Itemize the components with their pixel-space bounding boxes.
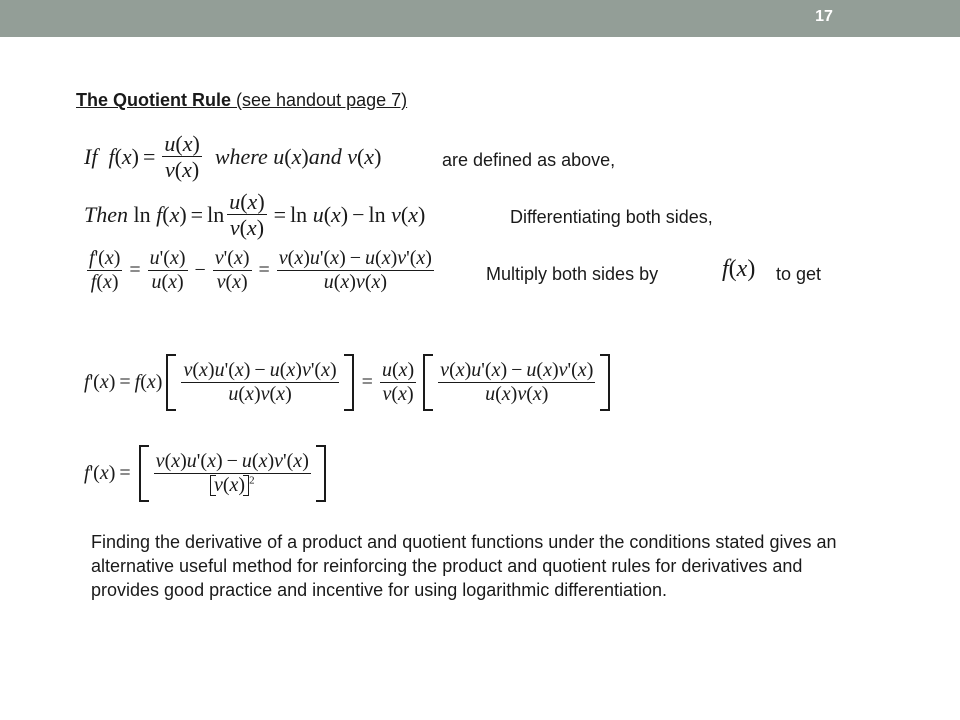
equation-derivative-log: $\frac{f'(x)}{f(x)}$ = $\frac{u'(x)}{u(x)}$ − $\frac{v'(x)}{v(x)}$ = $\frac{v(x)u'(x) - u(x)v'(x)}{u(x)v(x)}$	[89, 247, 432, 293]
fx-inline: f ( x )	[722, 256, 756, 282]
equation-log: Then ln f ( x ) = ln $\frac{u(x)}{v(x)}$ = ln u ( x ) − ln v ( x )	[84, 189, 426, 241]
equation-product-form: f '( x ) = f ( x ) $\frac{v(x)u'(x) - u(x)v'(x)}{u(x)v(x)}$ = $\frac{u(x)}{v(x)}$ $\frac{v(x)u'(x) - u(x)v'(x)}{u(x)v(x)}$	[84, 354, 614, 411]
title-rest: (see handout page 7)	[236, 90, 408, 110]
slide-title	[76, 90, 407, 111]
slide-number: 17	[815, 8, 833, 25]
line3-text-after: to get	[776, 264, 822, 284]
line1-text: are defined as above,	[442, 150, 616, 170]
explanation-paragraph: Finding the derivative of a product and quotient functions under the conditions stated gives an alternative useful method for reinforcing the product and quotient rules for derivatives and provides good practice and incentive for using logarithmic differentiation.	[91, 532, 837, 601]
title-bold: The Quotient Rule	[76, 90, 236, 110]
line2-text: Differentiating both sides,	[510, 207, 713, 227]
equation-quotient-rule: f '( x ) = $\frac{v(x)u'(x) - u(x)v'(x)}{v(x) ^2}$	[84, 445, 330, 502]
equation-definition: If f ( x ) = $\frac{u(x)}{v(x)}$ where u ( x ) and v ( x )	[84, 131, 382, 183]
line3-text-before: Multiply both sides by	[486, 264, 659, 284]
